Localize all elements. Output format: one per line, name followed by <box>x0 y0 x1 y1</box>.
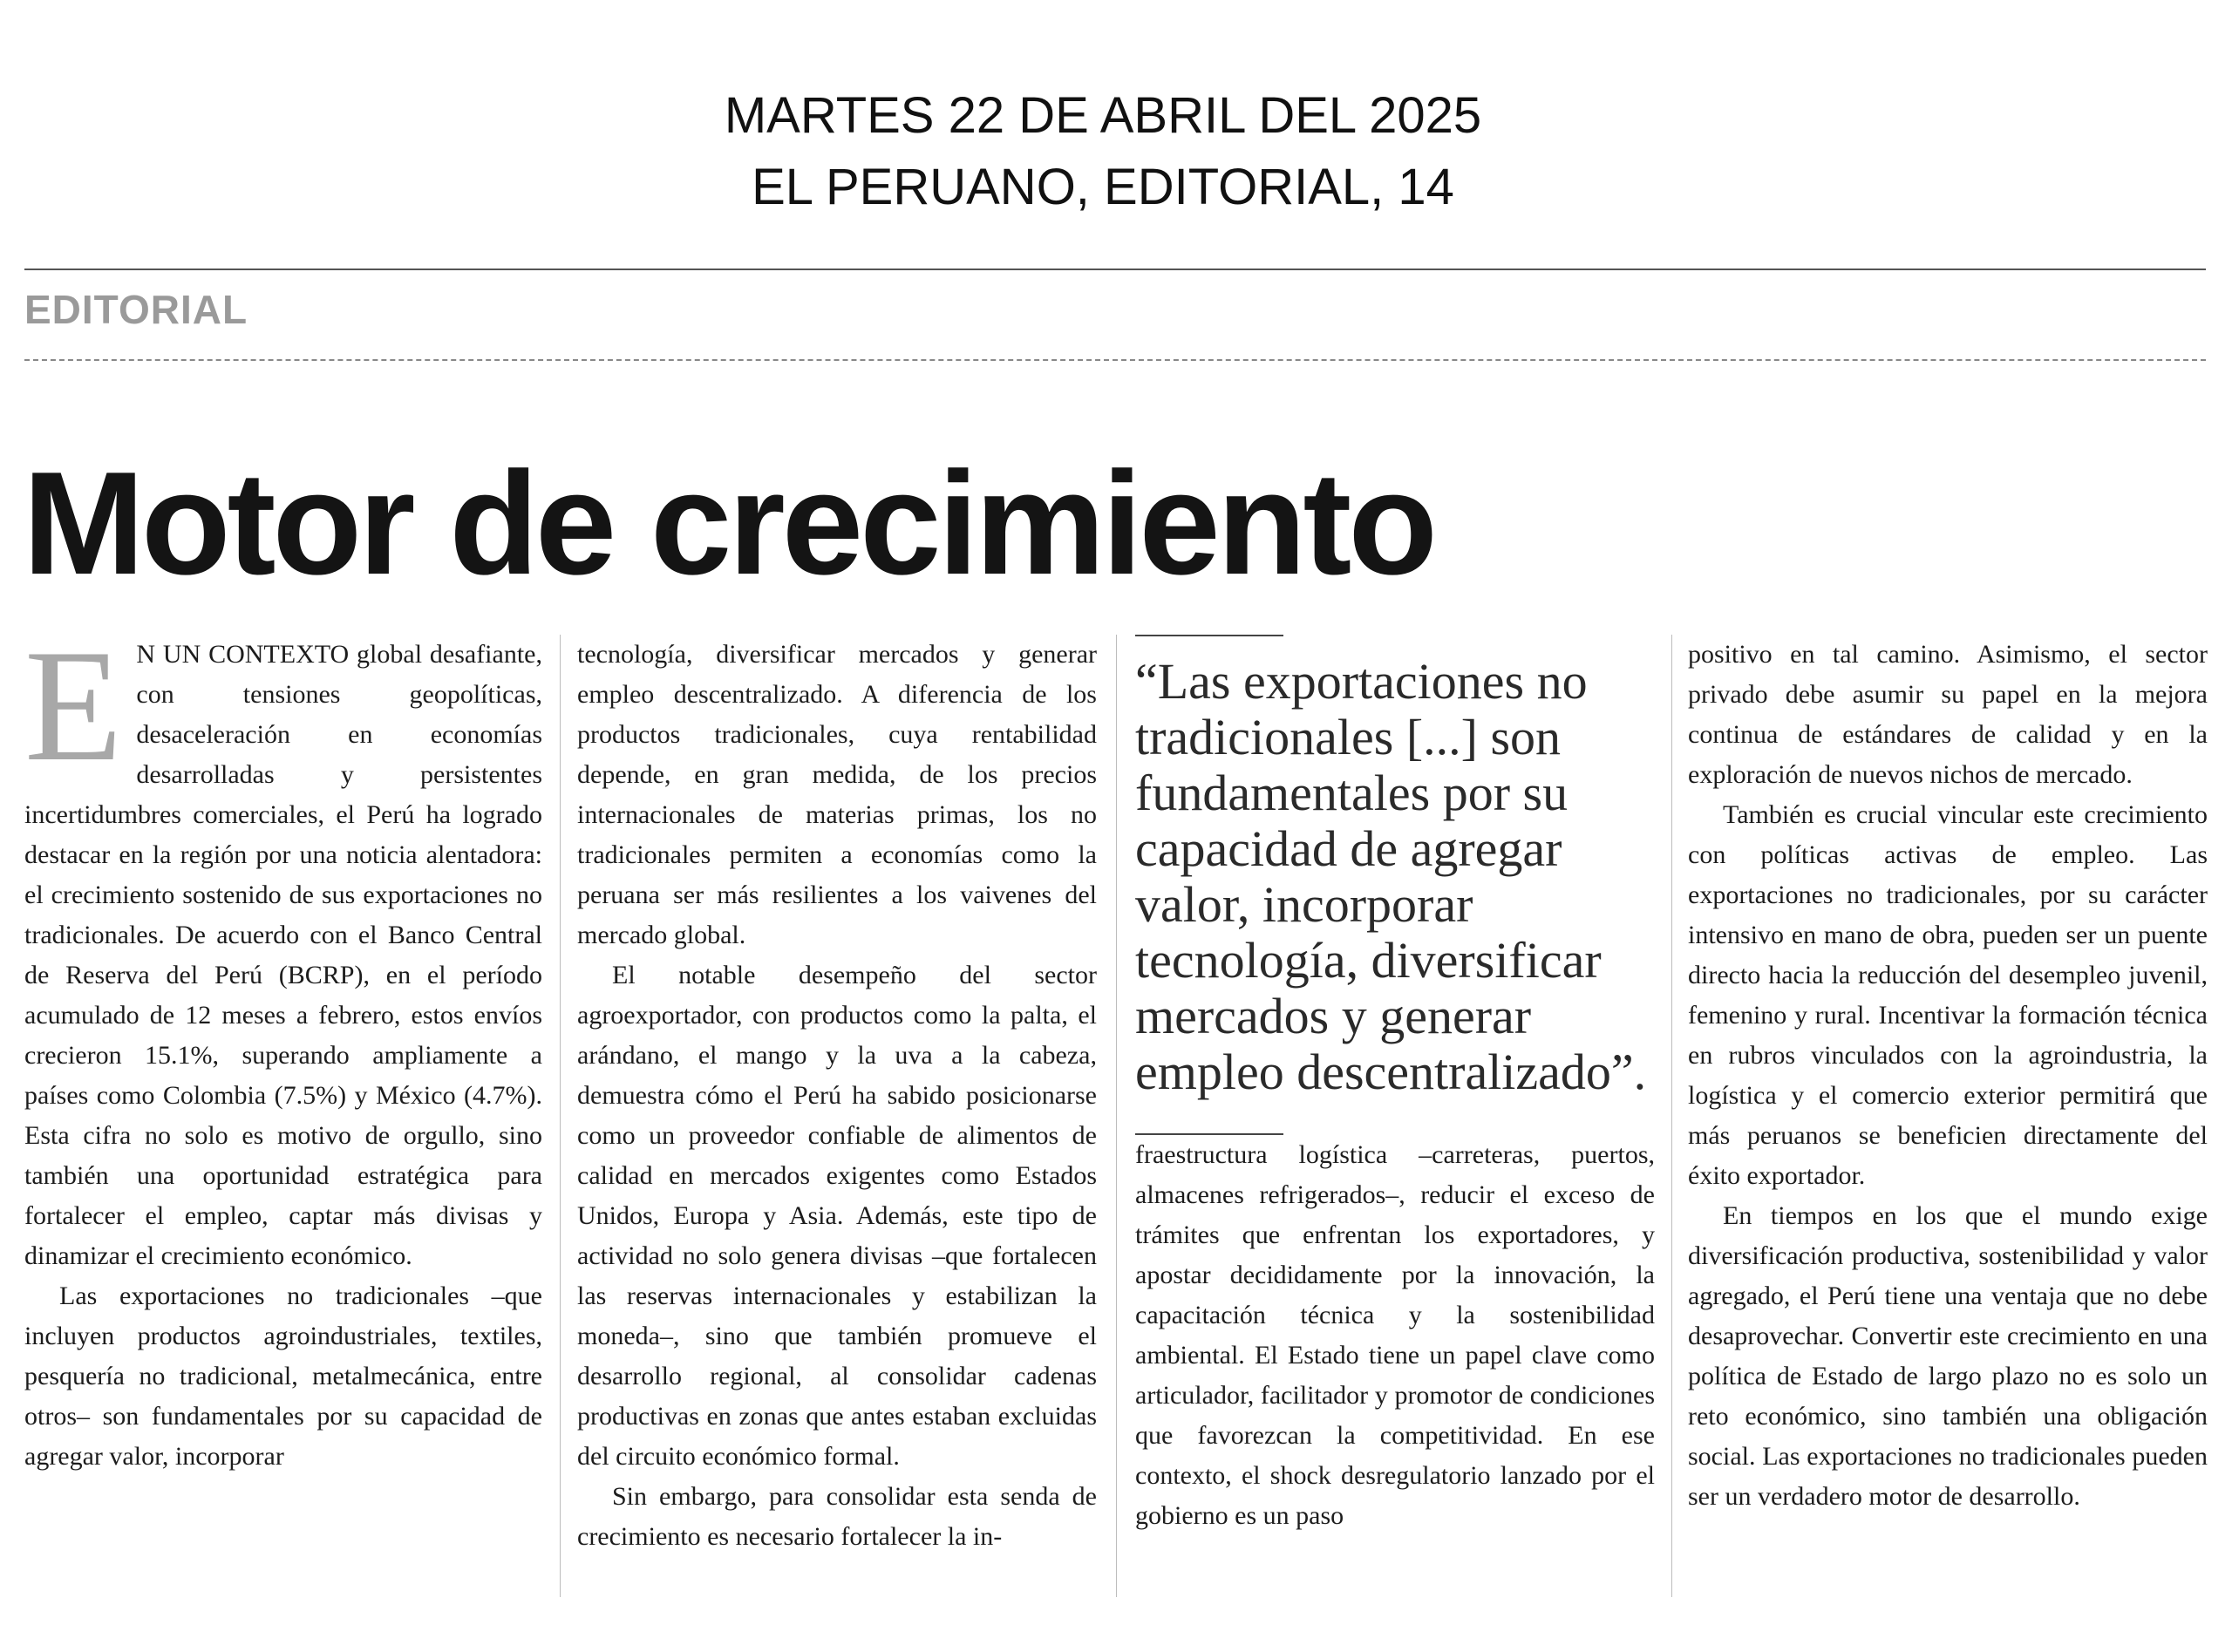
column-4 <box>1688 635 2208 1517</box>
source-line: EL PERUANO, EDITORIAL, 14 <box>752 159 1454 215</box>
paragraph: fraestructura logística –carreteras, puertos, almacenes refrigerados–, reducir el exceso de trámites que enfrentan los exportadores, y apostar decididamente por la innovación, la capacitación técnica y la sostenibilidad ambiental. El Estado tiene un papel clave como articulador, facilitador y promotor de condiciones que favorezcan la competitividad. En ese contexto, el shock desregulatorio lanzado por el gobierno es un paso <box>1135 1140 1655 1530</box>
column-1 <box>24 616 542 1477</box>
paragraph: El notable desempeño del sector agroexportador, con productos como la palta, el arándano, el mango y la uva a la cabeza, demuestra cómo el Perú ha sabido posicionarse como un proveedor confiable de alimentos de calidad en mercados exigentes como Estados Unidos, Europa y Asia. Además, este tipo de actividad no solo genera divisas –que fortalecen las reservas internacionales y estabilizan la moneda–, sino que también promueve el desarrollo regional, al consolidar cadenas productivas en zonas que antes estaban excluidas del circuito económico formal. <box>577 961 1097 1471</box>
date-line: MARTES 22 DE ABRIL DEL 2025 <box>724 87 1482 144</box>
top-rule <box>24 269 2206 270</box>
column-3 <box>1135 635 1655 1536</box>
paragraph: Las exportaciones no tradicionales –que incluyen productos agroindustriales, textiles, pesquería no tradicional, metalmecánica, entre otros– son fundamentales por su capacidad de agregar valor, incorporar <box>24 1281 542 1471</box>
column-divider <box>560 635 561 1597</box>
paragraph-text: global desafiante, con tensiones geopolíticas, desaceleración en economías desarrolladas y persistentes incertidumbres comerciales, el Perú ha logrado destacar en la región por una noticia alentadora: el crecimiento sostenido de sus exportaciones no tradicionales. De acuerdo con el Banco Central de Reserva del Perú (BCRP), en el período acumulado de 12 meses a febrero, estos envíos crecieron 15.1%, superando ampliamente a países como Colombia (7.5%) y México (4.7%). Esta cifra no solo es motivo de orgullo, sino también una oportunidad estratégica para fortalecer el empleo, captar más divisas y dinamizar el crecimiento económico. <box>24 640 542 1270</box>
paragraph: tecnología, diversificar mercados y generar empleo descentralizado. A diferencia de los productos tradicionales, cuya rentabilidad depende, en gran medida, de los precios internacionales de materias primas, los no tradicionales permiten a economías como la peruana ser más resilientes a los vaivenes del mercado global. <box>577 640 1097 949</box>
quote-rule-top <box>1135 635 1283 636</box>
column-divider <box>1116 635 1117 1597</box>
dashed-rule <box>24 359 2206 361</box>
paragraph: En tiempos en los que el mundo exige diversificación productiva, sostenibilidad y valor agregado, el Perú tiene una ventaja que no debe desaprovechar. Convertir este crecimiento en una política de Estado de largo plazo no es solo un reto económico, sino también una obligación social. Las exportaciones no tradicionales pueden ser un verdadero motor de desarrollo. <box>1688 1201 2208 1511</box>
paragraph <box>24 616 542 1276</box>
paragraph: También es crucial vincular este crecimiento con políticas activas de empleo. Las exportaciones no tradicionales, por su carácter intensivo en mano de obra, pueden ser un puente directo hacia la reducción del desempleo juvenil, femenino y rural. Incentivar la formación técnica en rubros vinculados con la agroindustria, la logística y el comercio exterior permitirá que más peruanos se beneficien directamente del éxito exportador. <box>1688 800 2208 1190</box>
lead-caps: N UN CONTEXTO <box>136 640 350 669</box>
section-label: EDITORIAL <box>24 287 248 332</box>
column-2 <box>577 635 1097 1557</box>
dateline <box>0 80 2206 223</box>
paragraph: positivo en tal camino. Asimismo, el sector privado debe asumir su papel en la mejora continua de estándares de calidad y en la exploración de nuevos nichos de mercado. <box>1688 640 2208 789</box>
drop-cap: E <box>24 616 123 794</box>
headline: Motor de crecimiento <box>23 441 1434 605</box>
pull-quote: “Las exportaciones no tradicionales [...] son fundamentales por su capacidad de agregar valor, incorporar tecnología, diversificar mercados y generar empleo descentralizado”. <box>1135 653 1647 1100</box>
column-divider <box>1671 635 1672 1597</box>
paragraph: Sin embargo, para consolidar esta senda de crecimiento es necesario fortalecer la in- <box>577 1482 1097 1551</box>
